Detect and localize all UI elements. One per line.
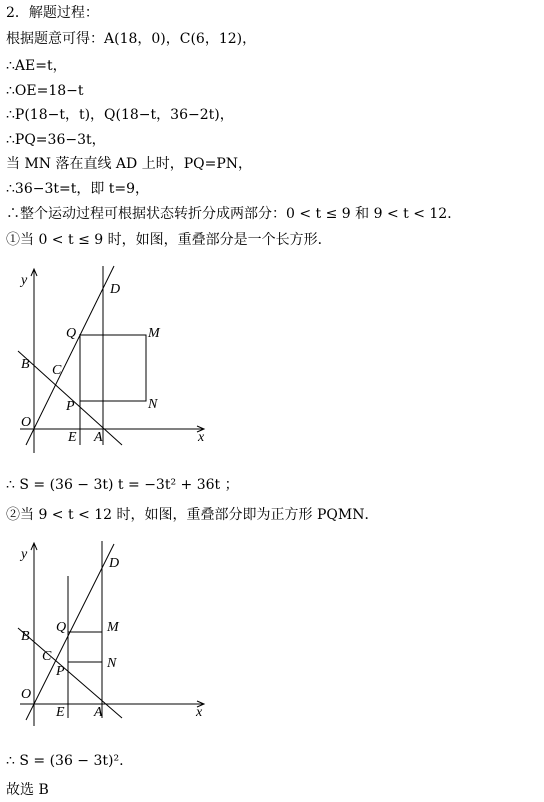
fig2-label-e: E xyxy=(56,705,65,720)
fig1-label-x: x xyxy=(198,430,205,445)
text-line-3: ∴AE=t， xyxy=(6,58,67,74)
fig1-label-d: D xyxy=(110,282,121,297)
fig1-label-b: B xyxy=(21,357,30,372)
fig1-label-n: N xyxy=(148,397,158,412)
fig2-label-x: x xyxy=(196,705,203,720)
fig1-label-e: E xyxy=(68,430,77,445)
text-line-10: ①当 0 < t ≤ 9 时，如图，重叠部分是一个长方形． xyxy=(6,232,332,248)
fig2-label-a: A xyxy=(94,705,103,720)
fig1-label-a: A xyxy=(94,430,103,445)
text-line-12: ②当 9 < t < 12 时，如图，重叠部分即为正方形 PQMN． xyxy=(6,507,379,523)
text-line-4: ∴OE=18−t xyxy=(6,83,84,99)
text-line-8: ∴36−3t=t，即 t=9， xyxy=(6,181,150,197)
fig2-label-o: O xyxy=(21,687,32,702)
text-line-14: 故选 B xyxy=(6,782,49,798)
text-line-2: 根据题意可得：A(18，0)，C(6，12)， xyxy=(6,31,257,47)
fig1-label-y: y xyxy=(21,273,28,288)
text-line-9: ∴整个运动过程可根据状态转折分成两部分：0 < t ≤ 9 和 9 < t < 12． xyxy=(6,206,462,222)
fig1-label-m: M xyxy=(148,326,160,341)
text-line-7: 当 MN 落在直线 AD 上时，PQ=PN， xyxy=(6,156,253,172)
text-line-5: ∴P(18−t，t)，Q(18−t，36−2t)， xyxy=(6,107,234,123)
fig1-rectangle-pqmn xyxy=(80,335,146,401)
figure-1-svg xyxy=(0,258,230,458)
fig1-label-p: P xyxy=(66,399,75,414)
fig2-square-pqmn xyxy=(68,632,102,662)
fig1-label-q: Q xyxy=(66,326,77,341)
figure-2-diagram xyxy=(0,536,230,736)
text-line-11: ∴ S = (36 − 3t) t = −3t² + 36t ； xyxy=(6,477,239,493)
fig2-label-b: B xyxy=(21,629,30,644)
fig2-label-c: C xyxy=(42,649,52,664)
fig1-label-o: O xyxy=(21,415,32,430)
fig2-label-m: M xyxy=(107,620,119,635)
fig2-label-y: y xyxy=(21,547,28,562)
fig1-label-c: C xyxy=(52,363,62,378)
text-line-13: ∴ S = (36 − 3t)². xyxy=(6,753,124,769)
fig1-line-od xyxy=(26,266,114,445)
figure-2-svg xyxy=(0,536,230,736)
figure-1-diagram xyxy=(0,258,230,458)
fig2-label-d: D xyxy=(109,556,120,571)
text-line-1: 2．解题过程： xyxy=(6,5,99,21)
fig2-label-n: N xyxy=(107,656,117,671)
text-line-6: ∴PQ=36−3t， xyxy=(6,132,106,148)
fig2-label-q: Q xyxy=(56,620,67,635)
fig2-label-p: P xyxy=(56,664,65,679)
